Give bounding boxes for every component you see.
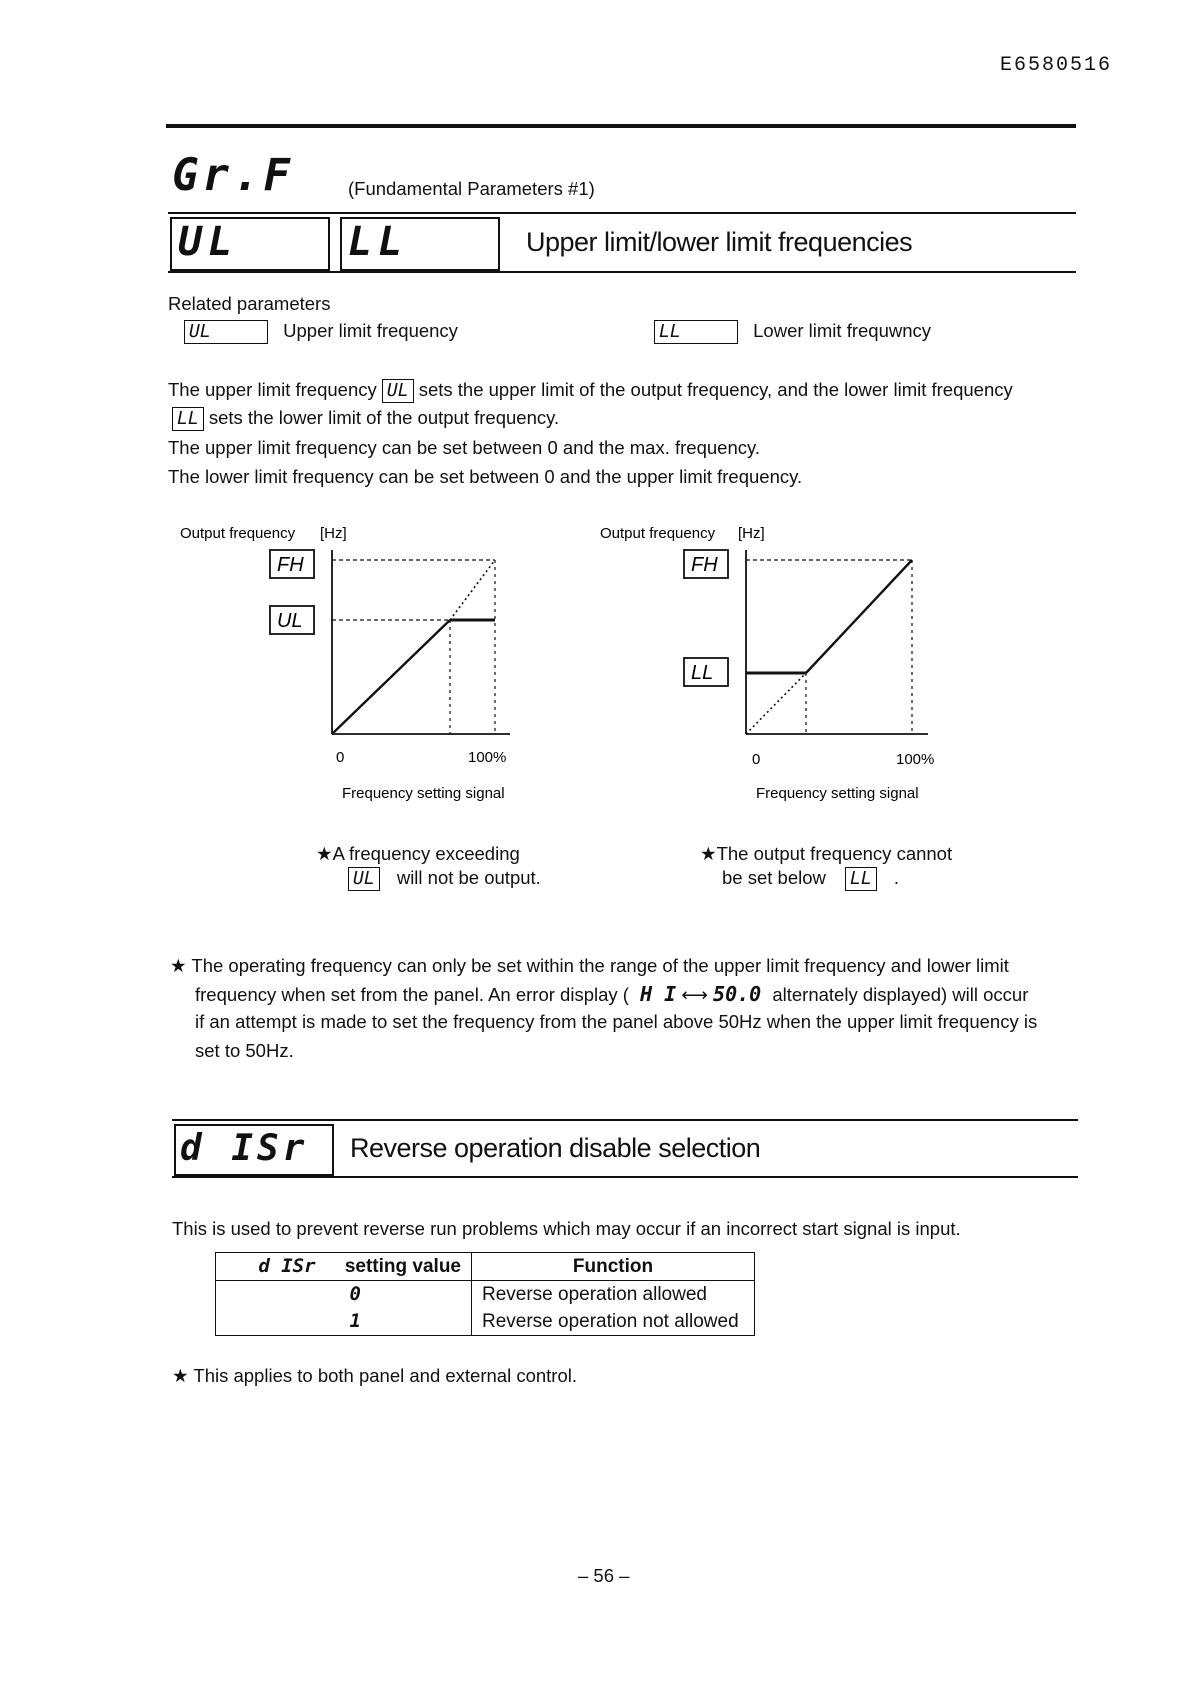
related-item-ll — [654, 320, 931, 344]
chart1-xlabel: Frequency setting signal — [342, 785, 505, 802]
param-code-box-ul — [170, 217, 330, 271]
table-header-row — [216, 1253, 755, 1281]
chart2-note-line1: ★The output frequency cannot — [700, 843, 953, 864]
chart2-marker-fh-label: FH — [691, 554, 718, 576]
chart2-xtick-100: 100% — [896, 751, 935, 768]
header-rule — [166, 124, 1076, 128]
chart1-ylabel: Output frequency — [180, 525, 296, 542]
section1-title: Upper limit/lower limit frequencies — [526, 227, 913, 257]
star-note-code: H I — [640, 982, 677, 1006]
chart2-xlabel: Frequency setting signal — [756, 785, 919, 802]
table-cell-function: Reverse operation not allowed — [472, 1308, 755, 1336]
document-id: E6580516 — [1000, 54, 1113, 77]
related-label-ul: Upper limit frequency — [283, 320, 458, 341]
chart2-xtick-0: 0 — [752, 751, 761, 768]
star-note-line4: set to 50Hz. — [195, 1040, 294, 1061]
table-row — [216, 1308, 755, 1336]
param-code-box-ll — [340, 217, 500, 271]
para1 — [168, 379, 1013, 403]
star-note-line2-a: frequency when set from the panel. An error display ( — [195, 984, 629, 1005]
para2-code: LL — [172, 407, 204, 431]
para2 — [172, 407, 559, 431]
related-label-ll: Lower limit frequwncy — [753, 320, 932, 341]
chart1-marker-fh-label: FH — [277, 554, 304, 576]
related-item-ul — [184, 320, 458, 344]
table-row — [216, 1281, 755, 1309]
chart1-marker-fh — [270, 550, 314, 578]
param-code-ul: UL — [178, 219, 239, 265]
chart2-yunit: [Hz] — [738, 525, 765, 542]
chart2-marker-ll-label: LL — [691, 662, 714, 684]
chart1-note-line1: ★A frequency exceeding — [316, 843, 520, 864]
chart1-clipped-line — [450, 560, 495, 620]
group-code: Gr.F — [172, 150, 294, 201]
chart1-xtick-0: 0 — [336, 749, 345, 766]
section2-top-rule — [172, 1119, 1078, 1121]
chart-lower-limit — [590, 516, 990, 806]
chart2-marker-ll — [684, 658, 728, 686]
section2-intro: This is used to prevent reverse run problems which may occur if an incorrect start signal is input. — [172, 1218, 961, 1239]
chart2-output-line — [806, 560, 912, 673]
table-head-setting-label: setting value — [344, 1256, 461, 1277]
chart2-note-c: . — [893, 867, 899, 888]
related-label: Related parameters — [168, 293, 331, 314]
chart1-xtick-100: 100% — [468, 749, 507, 766]
lcd-ll: LL — [654, 320, 738, 344]
chart1-yunit: [Hz] — [320, 525, 347, 542]
chart2-marker-fh — [684, 550, 728, 578]
section2-bottom-rule — [172, 1176, 1078, 1178]
table-head-code: d ISr — [258, 1255, 316, 1277]
chart-upper-limit — [170, 516, 570, 806]
star-note-line2-b: alternately displayed) will occur — [772, 984, 1029, 1005]
star-note-line2 — [195, 983, 1028, 1006]
para1-b: sets the upper limit of the output frequency, and the lower limit frequency — [418, 379, 1013, 400]
chart1-note-line2 — [348, 867, 541, 891]
chart2-clipped-line — [746, 673, 806, 734]
reverse-disable-table — [215, 1252, 755, 1336]
star-note-line3: if an attempt is made to set the frequency from the panel above 50Hz when the upper limit frequency is — [195, 1011, 1038, 1032]
page-number: – 56 – — [578, 1565, 630, 1586]
chart1-note-b: will not be output. — [396, 867, 541, 888]
chart1-marker-ul-label: UL — [277, 610, 303, 632]
group-label: (Fundamental Parameters #1) — [348, 178, 595, 199]
chart2-ylabel: Output frequency — [600, 525, 716, 542]
star-note-value: 50.0 — [713, 982, 762, 1006]
para3: The upper limit frequency can be set between 0 and the max. frequency. — [168, 437, 760, 458]
table-head-function: Function — [472, 1253, 755, 1281]
chart2-note-line2 — [722, 867, 899, 891]
section1-top-rule — [168, 212, 1076, 214]
alternate-arrow-icon: ⟷ — [681, 984, 708, 1005]
section2-title: Reverse operation disable selection — [350, 1133, 761, 1163]
lcd-ul: UL — [184, 320, 268, 344]
chart1-marker-ul — [270, 606, 314, 634]
chart1-note-code: UL — [348, 867, 380, 891]
section1-bottom-rule — [168, 271, 1076, 273]
section2-code: d ISr — [180, 1128, 309, 1169]
table-cell-value — [216, 1281, 472, 1309]
chart2-note-b: be set below — [722, 867, 826, 888]
table-value-1: 1 — [349, 1310, 361, 1332]
table-value-0: 0 — [349, 1283, 361, 1305]
table-cell-function: Reverse operation allowed — [472, 1281, 755, 1309]
chart1-output-line — [332, 620, 450, 734]
table-cell-value — [216, 1308, 472, 1336]
chart2-note-code: LL — [845, 867, 877, 891]
section2-code-box — [174, 1124, 334, 1176]
param-code-ll: LL — [348, 219, 409, 265]
para1-a: The upper limit frequency — [168, 379, 377, 400]
table-head-setting — [216, 1253, 472, 1281]
para2-b: sets the lower limit of the output frequency. — [208, 407, 560, 428]
star-note-line1: ★ The operating frequency can only be set within the range of the upper limit frequency and lower limit — [170, 955, 1009, 976]
section2-note: ★ This applies to both panel and external control. — [172, 1365, 577, 1386]
para1-code: UL — [382, 379, 414, 403]
para4: The lower limit frequency can be set between 0 and the upper limit frequency. — [168, 466, 803, 487]
